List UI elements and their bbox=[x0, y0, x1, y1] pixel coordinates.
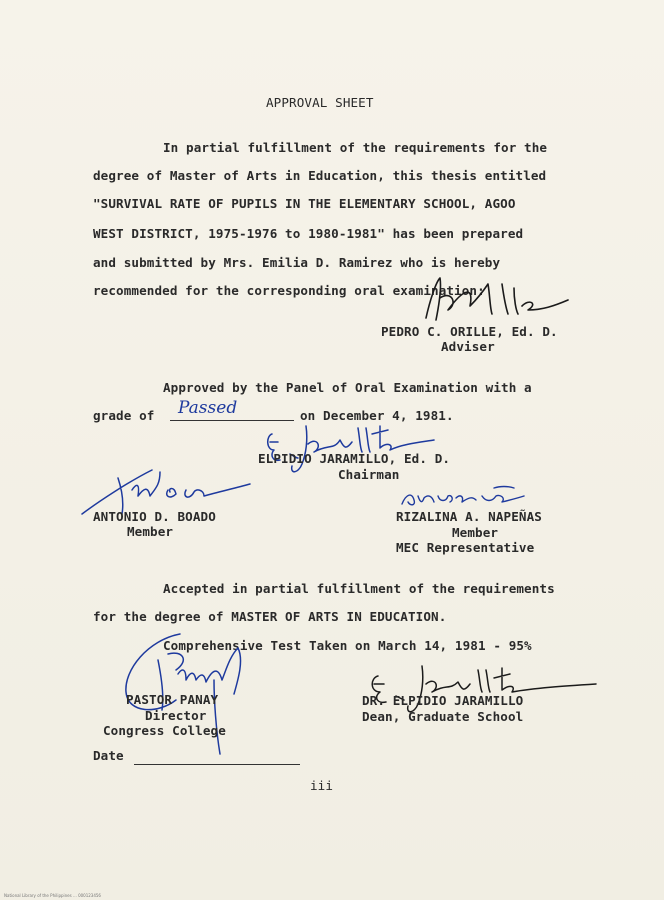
dean-name: DR. ELPIDIO JARAMILLO bbox=[362, 693, 524, 708]
grade-value: Passed bbox=[178, 398, 238, 418]
intro-line-3: "SURVIVAL RATE OF PUPILS IN THE ELEMENTARY SCHOOL, AGOO bbox=[93, 196, 516, 211]
member-right-name: RIZALINA A. NAPEÑAS bbox=[396, 509, 542, 524]
date-underline bbox=[134, 764, 300, 765]
director-name: PASTOR PANAY bbox=[126, 692, 219, 707]
intro-line-5: and submitted by Mrs. Emilia D. Ramirez who is hereby bbox=[93, 255, 501, 270]
member-left-name: ANTONIO D. BOADO bbox=[93, 509, 216, 524]
chairman-name: ELPIDIO JARAMILLO, Ed. D. bbox=[258, 451, 451, 466]
adviser-role: Adviser bbox=[441, 339, 495, 354]
intro-line-1: In partial fulfillment of the requirements for the bbox=[163, 140, 548, 155]
intro-line-6: recommended for the corresponding oral examination: bbox=[93, 283, 485, 298]
acceptance-line-3: Comprehensive Test Taken on March 14, 1981 - 95% bbox=[163, 638, 532, 653]
intro-line-2: degree of Master of Arts in Education, this thesis entitled bbox=[93, 168, 547, 183]
chairman-role: Chairman bbox=[338, 467, 400, 482]
acceptance-line-1: Accepted in partial fulfillment of the requirements bbox=[163, 581, 555, 596]
director-role: Director bbox=[145, 708, 207, 723]
panel-line-1: Approved by the Panel of Oral Examination with a bbox=[163, 380, 532, 395]
date-label: Date bbox=[93, 748, 124, 763]
page-title: APPROVAL SHEET bbox=[266, 95, 374, 110]
intro-line-4: WEST DISTRICT, 1975-1976 to 1980-1981" has been prepared bbox=[93, 226, 524, 241]
adviser-signature bbox=[418, 270, 578, 330]
page-number: iii bbox=[310, 778, 334, 793]
member-right-role: Member bbox=[452, 525, 499, 540]
footer-scan-text: National Library of the Philippines ... 000123456 bbox=[4, 893, 101, 898]
dean-role: Dean, Graduate School bbox=[362, 709, 524, 724]
adviser-name: PEDRO C. ORILLE, Ed. D. bbox=[381, 324, 558, 339]
exam-date: on December 4, 1981. bbox=[300, 408, 454, 423]
grade-label: grade of bbox=[93, 408, 155, 423]
acceptance-line-2: for the degree of MASTER OF ARTS IN EDUCATION. bbox=[93, 609, 447, 624]
member-right-role-2: MEC Representative bbox=[396, 540, 535, 555]
member-left-role: Member bbox=[127, 524, 174, 539]
director-org: Congress College bbox=[103, 723, 226, 738]
